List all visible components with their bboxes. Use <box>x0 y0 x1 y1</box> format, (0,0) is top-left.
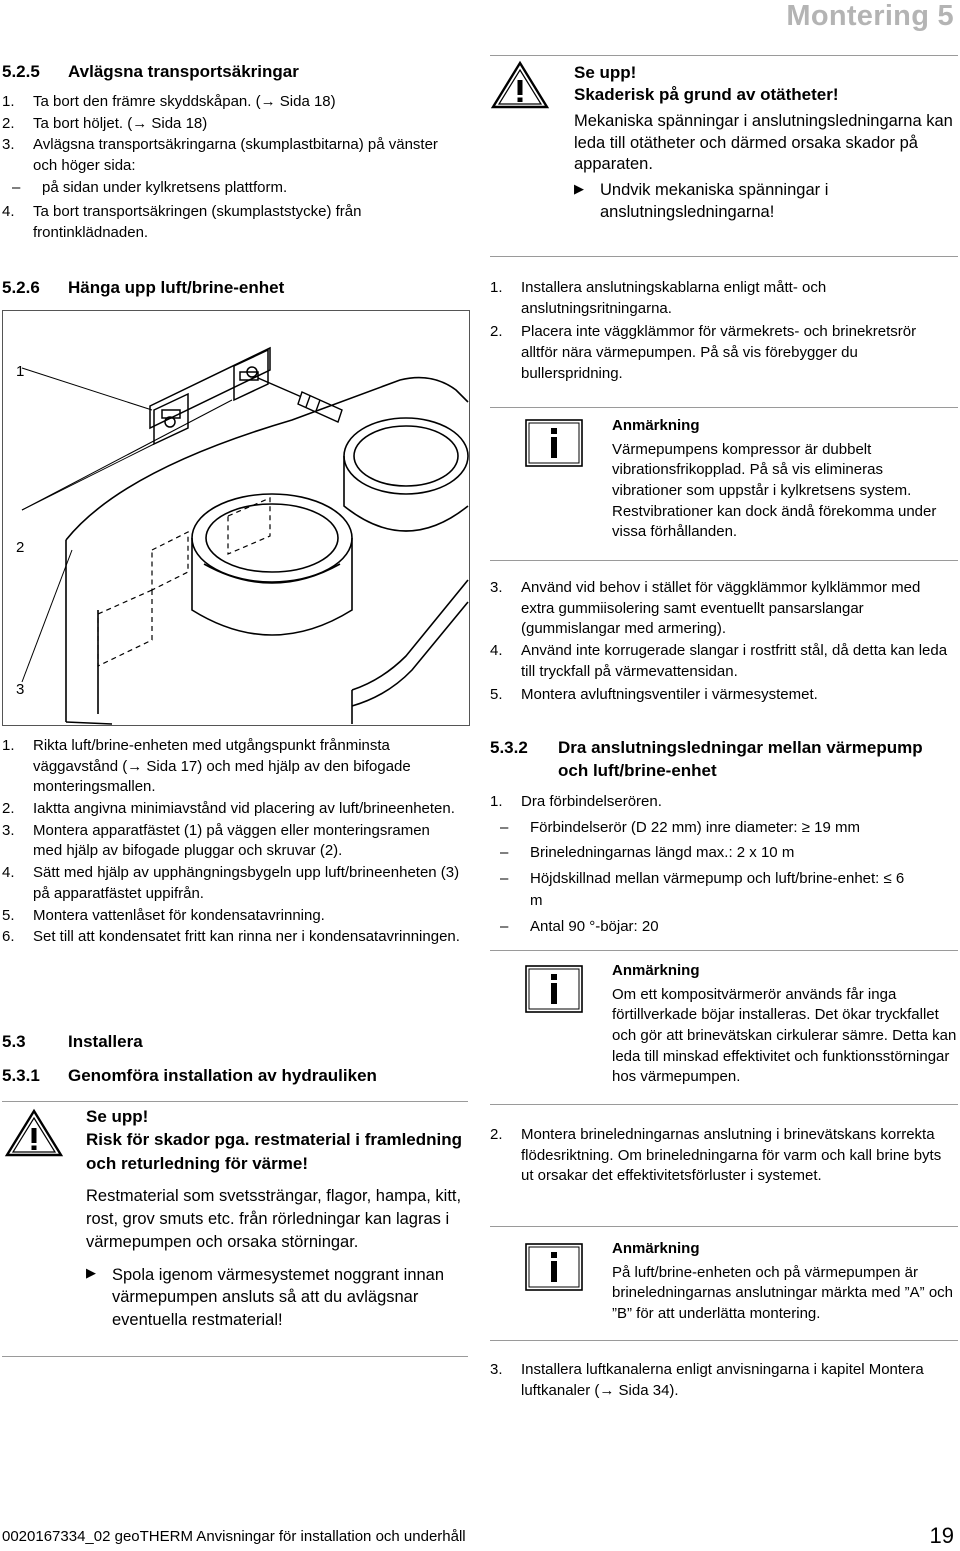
callout-2: 2 <box>16 539 25 556</box>
s526-steps <box>2 736 462 949</box>
note-title: Anmärkning <box>612 1240 700 1257</box>
note-box-3 <box>612 1239 957 1325</box>
info-icon <box>524 418 584 468</box>
warning-triangle-icon <box>490 60 550 110</box>
step-item: 5. Montera avluftningsventiler i värmesystemet. <box>490 686 818 704</box>
warning-label: Se upp! <box>86 1107 149 1126</box>
section-5-3-2-heading <box>490 736 930 783</box>
mounting-illustration <box>2 310 470 726</box>
note-title: Anmärkning <box>612 962 700 979</box>
s532-step2 <box>490 1125 950 1188</box>
section-title: Genomföra installation av hydrauliken <box>68 1066 377 1085</box>
warning-triangle-icon <box>4 1108 64 1158</box>
right-steps-a <box>490 278 950 385</box>
step-item: 4. Använd inte korrugerade slangar i rostfritt stål, då detta kan leda till tryckfall på värmevattensidan. <box>490 642 948 680</box>
section-title: Installera <box>68 1032 143 1051</box>
warning-action: ▶ Undvik mekaniska spänningar i anslutningsledningarna! <box>574 181 829 221</box>
info-icon <box>524 1242 584 1292</box>
note-title: Anmärkning <box>612 417 700 434</box>
warning-body: Mekaniska spänningar i anslutningsledningarna kan leda till otätheter och därmed orsaka skador på apparaten. <box>574 111 953 174</box>
s532-body <box>490 792 950 941</box>
callout-1: 1 <box>16 363 25 380</box>
warning-action: ▶ Spola igenom värmesystemet noggrant innan värmepumpen ansluts så att du avlägsnar eventuella restmaterial! <box>86 1264 445 1330</box>
section-number: 5.3 <box>2 1032 26 1051</box>
wall-bracket <box>150 347 270 444</box>
section-number: 5.2.6 <box>2 278 40 297</box>
spec-item: – Brineledningarnas längd max.: 2 x 10 m <box>500 844 795 862</box>
step-item: 1. Rikta luft/brine-enheten med utgångspunkt frånminsta väggavstånd (→ Sida 17) och med hjälp av den bifogade monteringsmallen. <box>2 737 411 796</box>
transport-foam-outlines <box>98 498 270 666</box>
warning-title: Skaderisk på grund av otätheter! <box>574 85 839 105</box>
step-item: 2. Placera inte väggklämmor för värmekrets- och brinekretsrör alltför nära värmepumpen. På så vis förebygger du bullerspridning. <box>490 323 917 382</box>
step-item: 5. Montera vattenlåset för kondensatavrinning. <box>2 906 325 924</box>
duct-ring-front <box>192 494 352 635</box>
divider <box>490 256 958 257</box>
section-5-3-heading <box>2 1030 143 1053</box>
step-item: 2. Ta bort höljet. (→ Sida 18) <box>2 114 208 132</box>
section-number: 5.3.1 <box>2 1066 40 1085</box>
page-number: 19 <box>929 1523 954 1548</box>
arrow-icon: ▶ <box>574 181 584 197</box>
divider <box>490 1226 958 1227</box>
step-item: 4. Sätt med hjälp av upphängningsbygeln upp luft/brineenheten (3) på apparatfästet uppifrån. <box>2 864 460 902</box>
sub-item: – på sidan under kylkretsens plattform. <box>12 178 288 196</box>
section-number: 5.3.2 <box>490 738 528 757</box>
divider <box>490 1104 958 1105</box>
footer-text: 0020167334_02 geoTHERM Anvisningar för installation och underhåll <box>2 1528 466 1545</box>
arrow-icon: ▶ <box>86 1264 96 1280</box>
step-item: 3. Montera apparatfästet (1) på väggen eller monteringsramen med hjälp av bifogade pluggar och skruvar (2). <box>2 821 430 860</box>
right-steps-b <box>490 578 950 707</box>
section-title: Hänga upp luft/brine-enhet <box>68 278 285 297</box>
screwdriver <box>258 378 342 422</box>
s532-step3 <box>490 1360 950 1402</box>
section-5-2-6-heading <box>2 276 284 299</box>
step-item: 1. Dra förbindelserören. <box>490 793 662 810</box>
note-body: På luft/brine-enheten och på värmepumpen är brineledningarnas anslutningar märkta med ”A” och ”B” för att underlätta montering. <box>612 1263 954 1323</box>
step-item: 6. Set till att kondensatet fritt kan rinna ner i kondensatavrinningen. <box>2 928 460 946</box>
section-number: 5.2.5 <box>2 62 40 81</box>
step-item: 2. Montera brineledningarnas anslutning i brinevätskans korrekta flödesriktning. Om brineledningarna för varm och kall brine byts ut orsakar det effektivitetsförluster i systemet. <box>490 1126 942 1185</box>
note-box-1 <box>612 416 957 543</box>
divider <box>490 950 958 951</box>
spec-item: – Antal 90 °-böjar: 20 <box>500 917 659 935</box>
divider <box>490 1340 958 1341</box>
divider <box>490 407 958 408</box>
warning-box-left <box>86 1105 468 1332</box>
section-5-3-1-heading <box>2 1064 377 1087</box>
divider <box>2 1356 468 1357</box>
step-item: 3. Avlägsna transportsäkringarna (skumplastbitarna) på vänster och höger sida: <box>2 136 438 175</box>
step-item: 1. Ta bort den främre skyddskåpan. (→ Sida 18) <box>2 93 336 110</box>
warning-box-right <box>574 62 954 224</box>
step-item: 4. Ta bort transportsäkringen (skumplaststycke) från frontinklädnaden. <box>2 203 362 242</box>
divider <box>490 560 958 561</box>
note-body: Värmepumpens kompressor är dubbelt vibrationsfrikopplad. På så vis elimineras vibrationer som uppstår i kylkretsens system. Restvibrationer kan dock ändå förekomma under vissa förhållanden. <box>612 440 937 541</box>
section-title: Avlägsna transportsäkringar <box>68 62 299 81</box>
chapter-header: Montering 5 <box>786 0 954 32</box>
air-brine-unit <box>66 378 468 724</box>
section-title: Dra anslutningsledningar mellan värmepump och luft/brine-enhet <box>558 738 923 781</box>
step-item: 3. Använd vid behov i stället för väggklämmor kylklämmor med extra gummiisolering samt eventuellt pansarslangar (gummislangar med armering). <box>490 579 921 638</box>
section-5-2-5-heading <box>2 60 299 83</box>
spec-item: – Höjdskillnad mellan värmepump och luft/brine-enhet: ≤ 6 m <box>500 870 905 909</box>
duct-ring-rear <box>344 418 468 531</box>
note-box-2 <box>612 961 957 1088</box>
step-item: 1. Installera anslutningskablarna enligt mått- och anslutningsritningarna. <box>490 279 827 317</box>
note-body: Om ett kompositvärmerör används får inga förtillverkade böjar installeras. Det ökar tryckfallet och gör att brinevätskan cirkulerar sämre. Detta kan leda till minskad effektivitet och funktionsstörningar hos värmepumpen. <box>612 985 957 1086</box>
step-item: 3. Installera luftkanalerna enligt anvisningarna i kapitel Montera luftkanaler (→ Sida 34). <box>490 1361 924 1399</box>
warning-title: Risk för skador pga. restmaterial i framledning och returledning för värme! <box>86 1130 463 1173</box>
warning-body: Restmaterial som svetssträngar, flagor, hampa, kitt, rost, grov smuts etc. från rörledningar kan lagras i värmepumpen och orsaka störningar. <box>86 1187 462 1251</box>
info-icon <box>524 964 584 1014</box>
warning-label: Se upp! <box>574 63 637 82</box>
spec-item: – Förbindelserör (D 22 mm) inre diameter: ≥ 19 mm <box>500 818 860 836</box>
divider <box>2 1101 468 1102</box>
step-item: 2. Iaktta angivna minimiavstånd vid placering av luft/brineenheten. <box>2 800 455 818</box>
s525-steps <box>2 92 462 245</box>
divider <box>490 55 958 56</box>
callout-3: 3 <box>16 681 25 698</box>
